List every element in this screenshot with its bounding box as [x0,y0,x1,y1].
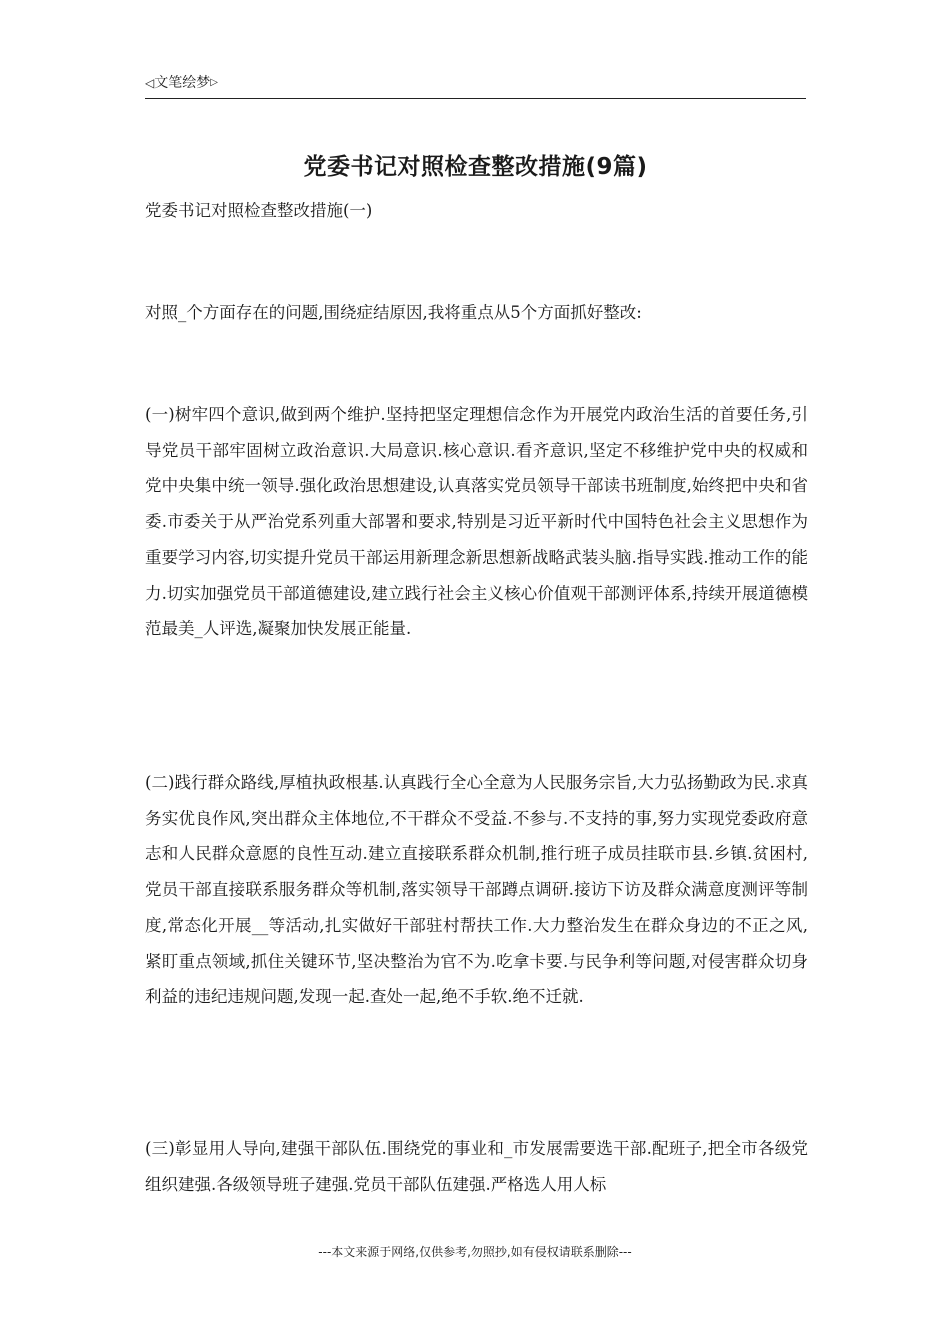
document-title: 党委书记对照检查整改措施(9篇) [303,154,648,180]
page-footer-notice: ---本文来源于网络,仅供参考,勿照抄,如有侵权请联系删除--- [318,1245,632,1259]
right-triangle-icon: ▷ [210,77,218,88]
document-subtitle: 党委书记对照检查整改措施(一) [145,201,373,220]
header-brand-text: 文笔绘梦 [154,75,211,91]
header-brand-mark [145,74,218,92]
section-three-paragraph: (三)彰显用人导向,建强干部队伍.围绕党的事业和_市发展需要选干部.配班子,把全市各级党组织建强.各级领导班子建强.党员干部队伍建强.严格选人用人标 [145,1139,808,1194]
page-header [145,74,806,99]
section-one-paragraph: (一)树牢四个意识,做到两个维护.坚持把坚定理想信念作为开展党内政治生活的首要任务,引导党员干部牢固树立政治意识.大局意识.核心意识.看齐意识,坚定不移维护党中央的权威和党中央集中统一领导.强化政治思想建设,认真落实党员领导干部读书班制度,始终把中央和省委.市委关于从严治党系列重大部署和要求,特别是习近平新时代中国特色社会主义思想作为重要学习内容,切实提升党员干部运用新理念新思想新战略武装头脑.指导实践.推动工作的能力.切实加强党员干部道德建设,建立践行社会主义核心价值观干部测评体系,持续开展道德模范最美_人评选,凝聚加快发展正能量. [145,405,808,639]
left-triangle-icon: ◁ [145,76,155,90]
intro-paragraph: 对照_个方面存在的问题,围绕症结原因,我将重点从5个方面抓好整改: [145,303,642,322]
section-two-paragraph: (二)践行群众路线,厚植执政根基.认真践行全心全意为人民服务宗旨,大力弘扬勤政为民.求真务实优良作风,突出群众主体地位,不干群众不受益.不参与.不支持的事,努力实现党委政府意志和人民群众意愿的良性互动.建立直接联系群众机制,推行班子成员挂联市县.乡镇.贫困村,党员干部直接联系服务群众等机制,落实领导干部蹲点调研.接访下访及群众满意度测评等制度,常态化开展__等活动,扎实做好干部驻村帮扶工作.大力整治发生在群众身边的不正之风,紧盯重点领域,抓住关键环节,坚决整治为官不为.吃拿卡要.与民争利等问题,对侵害群众切身利益的违纪违规问题,发现一起.查处一起,绝不手软.绝不迁就. [145,773,808,1007]
